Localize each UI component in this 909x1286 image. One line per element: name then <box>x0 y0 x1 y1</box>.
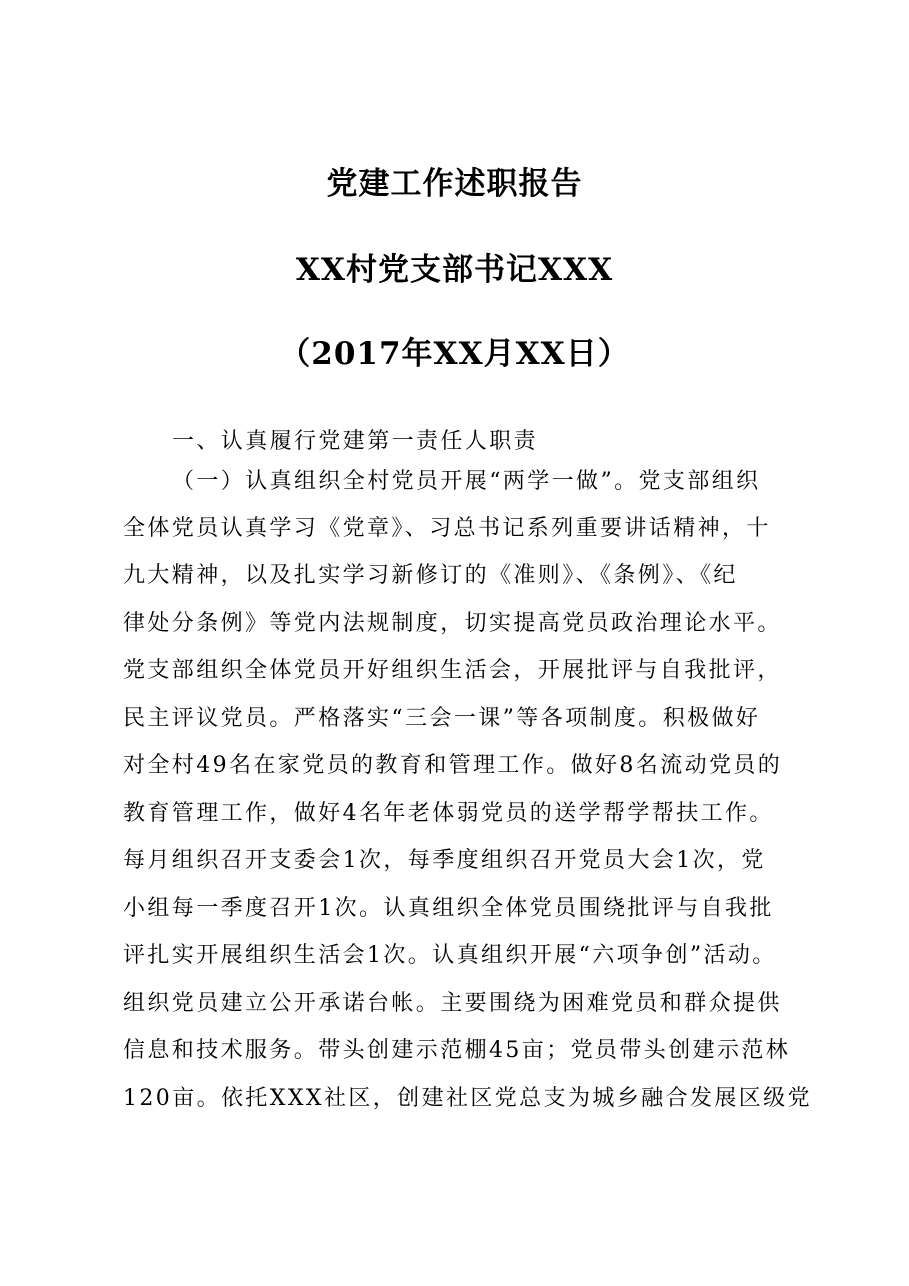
paragraph-line: 评扎实开展组织生活会1次。认真组织开展“六项争创”活动。 <box>123 943 777 968</box>
paragraph-line: 组织党员建立公开承诺台帐。主要围绕为困难党员和群众提供 <box>123 991 782 1016</box>
paragraph-line: 信息和技术服务。带头创建示范棚45亩；党员带头创建示范林 <box>123 1038 791 1063</box>
section-heading: 一、认真履行党建第一责任人职责 <box>172 429 539 454</box>
paragraph-line: 小组每一季度召开1次。认真组织全体党员围绕批评与自我批 <box>123 896 774 921</box>
paragraph-line: 党支部组织全体党员开好组织生活会，开展批评与自我批评， <box>123 658 782 683</box>
paragraph-line: 教育管理工作，做好4名年老体弱党员的送学帮学帮扶工作。 <box>123 801 774 826</box>
paragraph-line: 对全村49名在家党员的教育和管理工作。做好8名流动党员的 <box>123 753 783 778</box>
paragraph-line: 120亩。依托XXX社区，创建社区党总支为城乡融合发展区级党 <box>123 1086 812 1111</box>
paragraph-line: 九大精神，以及扎实学习新修订的《准则》、《条例》、《纪 <box>123 563 738 588</box>
paragraph-line: 民主评议党员。严格落实“三会一课”等各项制度。积极做好 <box>123 706 761 731</box>
document-subtitle: XX村党支部书记XXX <box>295 252 614 288</box>
paragraph-line: 每月组织召开支委会1次，每季度组织召开党员大会1次，党 <box>123 848 766 873</box>
document-title: 党建工作述职报告 <box>326 166 583 202</box>
paragraph-line: 全体党员认真学习《党章》、习总书记系列重要讲话精神，十 <box>123 516 771 541</box>
paragraph-line: （一）认真组织全村党员开展“两学一做”。党支部组织 <box>172 469 761 494</box>
document-date: （2017年XX月XX日） <box>279 336 630 372</box>
paragraph-line: 律处分条例》等党内法规制度，切实提高党员政治理论水平。 <box>123 611 782 636</box>
